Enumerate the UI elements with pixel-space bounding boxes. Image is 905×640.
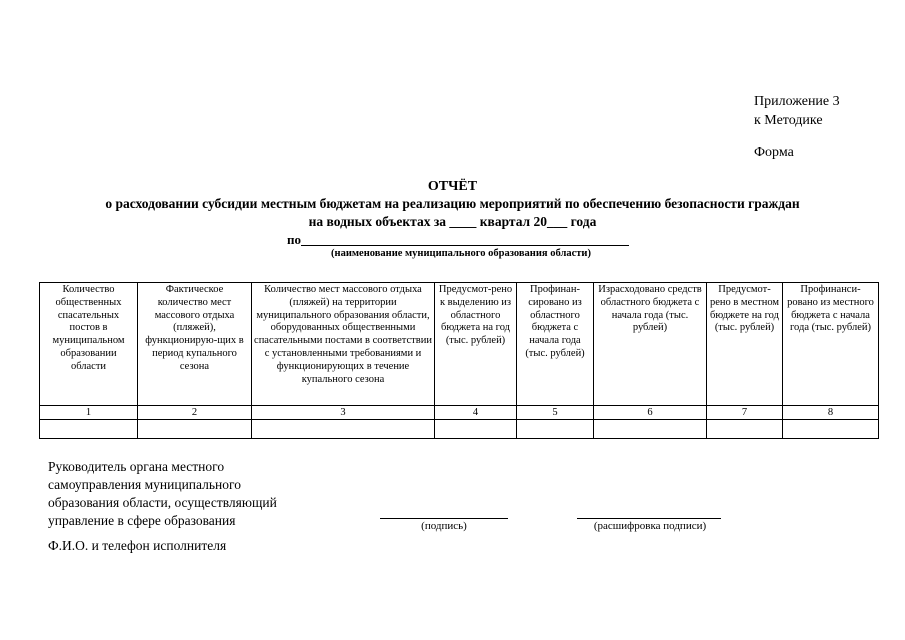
appendix-label (754, 92, 840, 130)
document-subtitle-line1: о расходовании субсидии местным бюджетам на реализацию мероприятий по обеспечению безопасности граждан (105, 196, 800, 211)
column-number: 5 (517, 406, 594, 420)
head-label-line: самоуправления муниципального (48, 477, 241, 492)
header-cell: Фактическое количество мест массового отдыха (пляжей), функционирую-щих в период купального сезона (138, 283, 252, 406)
column-number: 8 (783, 406, 879, 420)
signature-line[interactable] (380, 518, 508, 519)
municipality-caption: (наименование муниципального образования области) (331, 248, 591, 259)
po-label: по (287, 232, 301, 247)
column-number: 1 (40, 406, 138, 420)
document-subtitle-line2: на водных объектах за ____ квартал 20___ года (308, 214, 597, 229)
header-cell: Количество общественных спасательных постов в муниципальном образовании области (40, 283, 138, 406)
table-header-row (40, 283, 879, 406)
report-table (39, 282, 879, 439)
head-label-line: управление в сфере образования (48, 513, 236, 528)
column-number: 4 (435, 406, 517, 420)
municipality-fill-line (301, 245, 629, 246)
data-cell[interactable] (252, 420, 435, 439)
signature-decode-caption: (расшифровка подписи) (593, 520, 707, 532)
column-number: 2 (138, 406, 252, 420)
header-cell: Профинанси-ровано из местного бюджета с начала года (тыс. рублей) (783, 283, 879, 406)
table-data-row (40, 420, 879, 439)
data-cell[interactable] (517, 420, 594, 439)
table-number-row (40, 406, 879, 420)
header-cell: Количество мест массового отдыха (пляжей) на территории муниципального образования области, оборудованных общественными спасательными постами в соответствии с установленными требованиями и функционирующих в течение купального сезона (252, 283, 435, 406)
header-cell: Профинан-сировано из областного бюджета с начала года (тыс. рублей) (517, 283, 594, 406)
signature-caption: (подпись) (421, 520, 467, 532)
head-label-line: образования области, осуществляющий (48, 495, 277, 510)
data-cell[interactable] (138, 420, 252, 439)
signature-decode-line[interactable] (577, 518, 721, 519)
data-cell[interactable] (40, 420, 138, 439)
data-cell[interactable] (435, 420, 517, 439)
column-number: 3 (252, 406, 435, 420)
column-number: 7 (707, 406, 783, 420)
header-cell: Предусмот-рено в местном бюджете на год (тыс. рублей) (707, 283, 783, 406)
column-number: 6 (594, 406, 707, 420)
data-cell[interactable] (594, 420, 707, 439)
executor-label: Ф.И.О. и телефон исполнителя (48, 538, 227, 553)
document-title: ОТЧЁТ (427, 179, 478, 194)
data-cell[interactable] (783, 420, 879, 439)
appendix-reference: к Методике (754, 113, 823, 128)
appendix-number: Приложение 3 (754, 94, 840, 109)
form-label: Форма (754, 145, 794, 160)
data-cell[interactable] (707, 420, 783, 439)
header-cell: Предусмот-рено к выделению из областного бюджета на год (тыс. рублей) (435, 283, 517, 406)
header-cell: Израсходовано средств областного бюджета с начала года (тыс. рублей) (594, 283, 707, 406)
head-label-line: Руководитель органа местного (48, 459, 225, 474)
head-of-authority-label (48, 458, 277, 530)
